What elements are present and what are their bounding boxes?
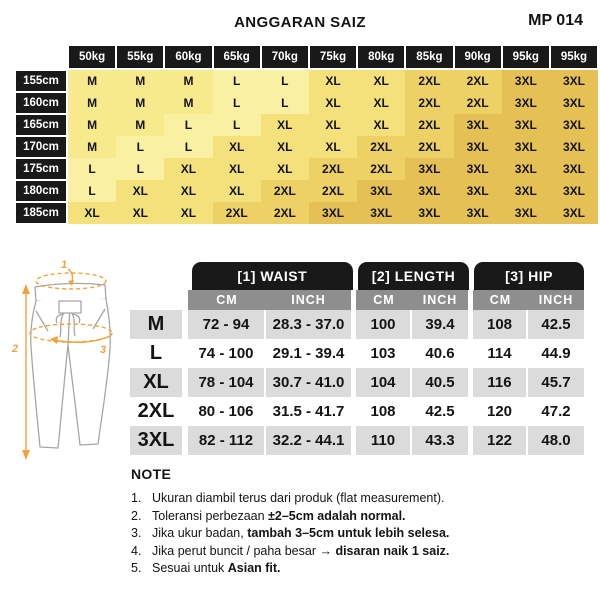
measurement-table: [130, 262, 584, 455]
hip-cm-header: CM: [473, 290, 528, 310]
size-cell: 3XL: [502, 114, 550, 136]
measure-value: 120: [473, 397, 528, 426]
measure-value: 110: [356, 426, 412, 455]
size-cell: 3XL: [454, 180, 502, 202]
size-cell: XL: [357, 70, 405, 92]
size-cell: XL: [309, 114, 357, 136]
hip-group-header: [3] HIP: [474, 262, 584, 290]
measure-value: 80 - 106: [188, 397, 266, 426]
waist-inch-header: INCH: [266, 290, 351, 310]
weight-header-cell: 90kg: [455, 46, 501, 68]
note-item: [131, 543, 586, 561]
weight-header-cell: 55kg: [117, 46, 163, 68]
measure-group: [473, 310, 584, 339]
measure-group: [188, 426, 351, 455]
size-cell: XL: [164, 202, 212, 224]
measure-value: 108: [473, 310, 528, 339]
measure-size-label: 3XL: [130, 426, 182, 455]
size-cell: 2XL: [454, 92, 502, 114]
size-cell: M: [68, 114, 116, 136]
height-label: 155cm: [16, 71, 66, 91]
measurement-subheader-row: [130, 290, 584, 310]
size-cell: XL: [213, 136, 261, 158]
size-grid-row: [16, 114, 598, 136]
measure-group: [188, 397, 351, 426]
size-cell: 3XL: [502, 158, 550, 180]
size-cell: 2XL: [213, 202, 261, 224]
size-cell: 3XL: [405, 158, 453, 180]
height-label: 185cm: [16, 203, 66, 223]
weight-header-cell: 80kg: [358, 46, 404, 68]
measure-value: 40.5: [412, 368, 468, 397]
measurement-header-row: [130, 262, 584, 290]
measure-group: [188, 339, 351, 368]
measure-size-label: M: [130, 310, 182, 339]
size-cell: M: [116, 70, 164, 92]
size-cell: L: [261, 70, 309, 92]
waist-cm-header: CM: [188, 290, 266, 310]
note-section: [131, 466, 586, 578]
size-grid: [16, 46, 598, 224]
measure-row: [130, 368, 584, 397]
measure-group: [473, 339, 584, 368]
measure-value: 42.5: [528, 310, 584, 339]
size-cell: L: [164, 136, 212, 158]
size-cell: XL: [164, 158, 212, 180]
measure-value: 116: [473, 368, 528, 397]
weight-header-cell: 75kg: [310, 46, 356, 68]
size-cell: 2XL: [405, 136, 453, 158]
note-item: [131, 560, 586, 578]
measure-value: 74 - 100: [188, 339, 266, 368]
weight-header-cell: 95kg: [503, 46, 549, 68]
size-cell: 3XL: [502, 136, 550, 158]
measure-value: 39.4: [412, 310, 468, 339]
size-cell: XL: [261, 136, 309, 158]
note-item: [131, 525, 586, 543]
measure-group: [188, 368, 351, 397]
size-cell: M: [68, 70, 116, 92]
measure-value: 108: [356, 397, 412, 426]
size-cell: 3XL: [309, 202, 357, 224]
note-number: 5.: [131, 561, 142, 575]
measure-value: 78 - 104: [188, 368, 266, 397]
height-label: 175cm: [16, 159, 66, 179]
height-label: 170cm: [16, 137, 66, 157]
size-cell: 2XL: [405, 70, 453, 92]
note-list: [131, 490, 586, 578]
measure-value: 72 - 94: [188, 310, 266, 339]
size-cell: M: [68, 92, 116, 114]
weight-header-cell: 70kg: [262, 46, 308, 68]
size-cell: L: [213, 70, 261, 92]
measure-value: 31.5 - 41.7: [266, 397, 351, 426]
size-grid-row: [16, 92, 598, 114]
size-cell: XL: [309, 70, 357, 92]
size-grid-row: [16, 70, 598, 92]
height-label: 160cm: [16, 93, 66, 113]
size-cell: 2XL: [309, 158, 357, 180]
measure-size-label: 2XL: [130, 397, 182, 426]
size-cell: XL: [309, 136, 357, 158]
size-cell: 3XL: [550, 158, 598, 180]
size-cell: 2XL: [261, 202, 309, 224]
size-cell: L: [116, 136, 164, 158]
measure-group: [356, 339, 468, 368]
size-cell: 2XL: [454, 70, 502, 92]
size-cell: 3XL: [454, 158, 502, 180]
measure-group: [188, 310, 351, 339]
note-text: Toleransi perbezaan ±2–5cm adalah normal.: [152, 508, 406, 523]
measure-value: 40.6: [412, 339, 468, 368]
measure-value: 47.2: [528, 397, 584, 426]
measure-value: 42.5: [412, 397, 468, 426]
pants-diagram: [6, 256, 128, 464]
size-cell: 3XL: [550, 202, 598, 224]
measure-body: [130, 310, 584, 455]
size-cell: 3XL: [454, 114, 502, 136]
weight-header-cell: 95kg: [551, 46, 597, 68]
size-cell: 3XL: [454, 202, 502, 224]
length-annotation-label: 2: [12, 343, 19, 355]
measure-group: [473, 397, 584, 426]
note-text: Jika perut buncit / paha besar → disaran naik 1 saiz.: [152, 543, 450, 558]
note-title: NOTE: [131, 466, 172, 482]
note-item: [131, 490, 586, 508]
size-grid-row: [16, 158, 598, 180]
size-cell: 2XL: [405, 92, 453, 114]
size-cell: XL: [164, 180, 212, 202]
measure-value: 48.0: [528, 426, 584, 455]
note-item: [131, 508, 586, 526]
weight-header-row: [68, 46, 598, 68]
size-cell: XL: [261, 158, 309, 180]
waist-annotation-label: 1: [61, 259, 68, 271]
hip-annotation-label: 3: [100, 344, 107, 356]
measure-group: [356, 310, 468, 339]
measure-value: 30.7 - 41.0: [266, 368, 351, 397]
size-cell: 2XL: [309, 180, 357, 202]
size-cell: 3XL: [405, 180, 453, 202]
size-cell: M: [68, 136, 116, 158]
size-cell: M: [116, 114, 164, 136]
measure-row: [130, 339, 584, 368]
size-cell: 3XL: [502, 70, 550, 92]
weight-header-cell: 85kg: [406, 46, 452, 68]
height-label: 180cm: [16, 181, 66, 201]
measure-group: [473, 368, 584, 397]
note-text: Jika ukur badan, tambah 3–5cm untuk lebih selesa.: [152, 526, 450, 540]
size-cell: 3XL: [502, 92, 550, 114]
measure-value: 28.3 - 37.0: [266, 310, 351, 339]
note-number: 3.: [131, 526, 142, 540]
measure-size-label: XL: [130, 368, 182, 397]
measure-value: 45.7: [528, 368, 584, 397]
size-grid-row: [16, 180, 598, 202]
size-cell: L: [164, 114, 212, 136]
weight-header-cell: 60kg: [165, 46, 211, 68]
waist-group-header: [1] WAIST: [192, 262, 354, 290]
weight-header-cell: 50kg: [69, 46, 115, 68]
measure-group: [356, 397, 468, 426]
size-cell: XL: [357, 114, 405, 136]
size-cell: XL: [116, 180, 164, 202]
size-cell: 3XL: [405, 202, 453, 224]
measure-group: [356, 368, 468, 397]
length-cm-header: CM: [356, 290, 412, 310]
size-cell: 2XL: [357, 158, 405, 180]
size-cell: 3XL: [357, 180, 405, 202]
measure-group: [356, 426, 468, 455]
size-cell: L: [213, 114, 261, 136]
size-cell: XL: [213, 158, 261, 180]
pants-illustration-icon: [6, 256, 128, 464]
size-cell: 3XL: [550, 92, 598, 114]
note-number: 4.: [131, 543, 142, 558]
size-cell: L: [68, 158, 116, 180]
size-grid-row: [16, 202, 598, 224]
measure-value: 100: [356, 310, 412, 339]
length-group-header: [2] LENGTH: [358, 262, 469, 290]
measure-value: 32.2 - 44.1: [266, 426, 351, 455]
size-cell: L: [116, 158, 164, 180]
note-number: 1.: [131, 491, 142, 505]
measure-value: 104: [356, 368, 412, 397]
size-cell: 3XL: [502, 202, 550, 224]
size-grid-body: [16, 70, 598, 224]
measure-value: 103: [356, 339, 412, 368]
size-cell: 3XL: [550, 180, 598, 202]
measure-value: 43.3: [412, 426, 468, 455]
size-cell: L: [213, 92, 261, 114]
measure-value: 82 - 112: [188, 426, 266, 455]
size-cell: 3XL: [502, 180, 550, 202]
product-code: MP 014: [528, 12, 583, 29]
note-text: Sesuai untuk Asian fit.: [152, 561, 281, 575]
page-title: ANGGARAN SAIZ: [234, 14, 366, 31]
measure-value: 114: [473, 339, 528, 368]
measure-value: 44.9: [528, 339, 584, 368]
measure-row: [130, 426, 584, 455]
length-inch-header: INCH: [412, 290, 468, 310]
size-cell: M: [164, 92, 212, 114]
size-cell: XL: [357, 92, 405, 114]
size-cell: 3XL: [550, 114, 598, 136]
size-cell: L: [68, 180, 116, 202]
size-cell: M: [164, 70, 212, 92]
weight-header-cell: 65kg: [214, 46, 260, 68]
size-cell: M: [116, 92, 164, 114]
size-cell: 3XL: [357, 202, 405, 224]
measure-row: [130, 310, 584, 339]
measure-group: [473, 426, 584, 455]
measure-size-label: L: [130, 339, 182, 368]
size-cell: 3XL: [550, 70, 598, 92]
size-cell: 2XL: [357, 136, 405, 158]
size-cell: XL: [213, 180, 261, 202]
size-cell: 3XL: [454, 136, 502, 158]
measure-value: 122: [473, 426, 528, 455]
note-number: 2.: [131, 508, 142, 523]
size-cell: XL: [261, 114, 309, 136]
size-grid-row: [16, 136, 598, 158]
size-cell: XL: [116, 202, 164, 224]
size-cell: L: [261, 92, 309, 114]
size-cell: XL: [309, 92, 357, 114]
note-text: Ukuran diambil terus dari produk (flat measurement).: [152, 491, 445, 505]
measure-value: 29.1 - 39.4: [266, 339, 351, 368]
size-cell: 2XL: [405, 114, 453, 136]
size-cell: 2XL: [261, 180, 309, 202]
size-cell: XL: [68, 202, 116, 224]
measure-row: [130, 397, 584, 426]
size-cell: 3XL: [550, 136, 598, 158]
hip-inch-header: INCH: [528, 290, 584, 310]
height-label: 165cm: [16, 115, 66, 135]
